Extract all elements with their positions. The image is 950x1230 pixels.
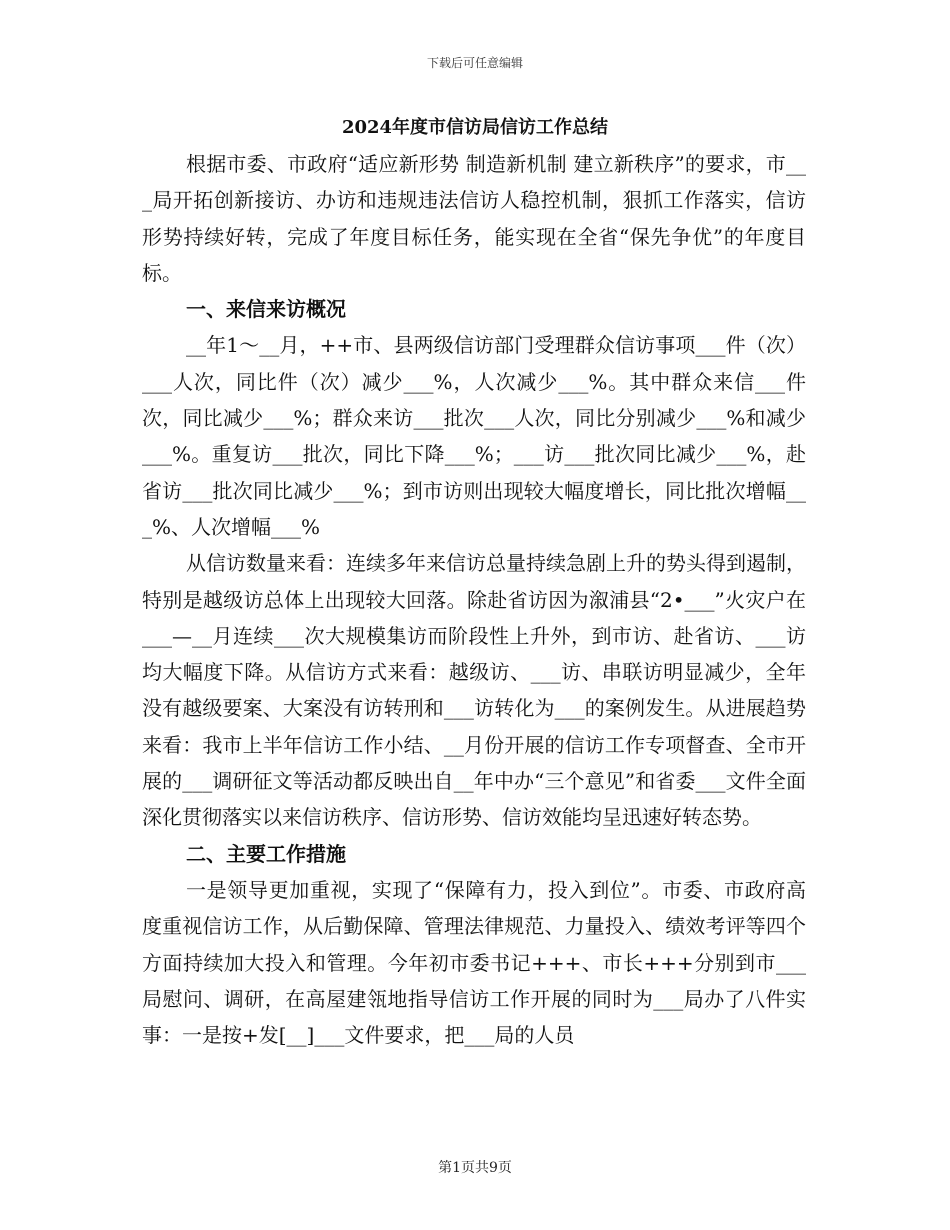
section-2-paragraph-1: 一是领导更加重视，实现了“保障有力，投入到位”。市委、市政府高度重视信访工作，从后勤保障、管理法律规范、力量投入、绩效考评等四个方面持续加大投入和管理。今年初市委书记+++、市长+++分别到市___局慰问、调研，在高屋建瓴地指导信访工作开展的同时为___局办了八件实事：一是按+发[__]___文件要求，把___局的人员 [142,877,806,1048]
section-1-paragraph-2: 从信访数量来看：连续多年来信访总量持续急剧上升的势头得到遏制，特别是越级访总体上出现较大回落。除赴省访因为溆浦县“2•___”火灾户在___—__月连续___次大规模集访而阶段性上升外，到市访、赴省访、___访均大幅度下降。从信访方式来看：越级访、___访、串联访明显减少，全年没有越级要案、大案没有访转刑和___访转化为___的案例发生。从进展趋势来看：我市上半年信访工作小结、__月份开展的信访工作专项督查、全市开展的___调研征文等活动都反映出自__年中办“三个意见”和省委___文件全面深化贯彻落实以来信访秩序、信访形势、信访效能均呈迅速好转态势。 [142,551,806,830]
page-header-note: 下载后可任意编辑 [426,56,523,70]
section-2-heading: 二、主要工作措施 [186,841,346,866]
section-1-heading: 一、来信来访概况 [186,297,346,322]
document-title: 2024年度市信访局信访工作总结 [341,117,609,138]
document-body [142,146,806,1053]
intro-paragraph: 根据市委、市政府“适应新形势 制造新机制 建立新秩序”的要求，市___局开拓创新接访、办访和违规违法信访人稳控机制，狠抓工作落实，信访形势持续好转，完成了年度目标任务，能实现在全省“保先争优”的年度目标。 [142,152,806,285]
page-number: 第1页共9页 [438,1160,512,1176]
section-1-paragraph-1: __年1～__月，++市、县两级信访部门受理群众信访事项___件（次）___人次，同比件（次）减少___%，人次减少___%。其中群众来信___件次，同比减少___%；群众来访___批次___人次，同比分别减少___%和减少___%。重复访___批次，同比下降___%；___访___批次同比减少___%，赴省访___批次同比减少___%；到市访则出现较大幅度增长，同比批次增幅___%、人次增幅___% [142,333,806,539]
